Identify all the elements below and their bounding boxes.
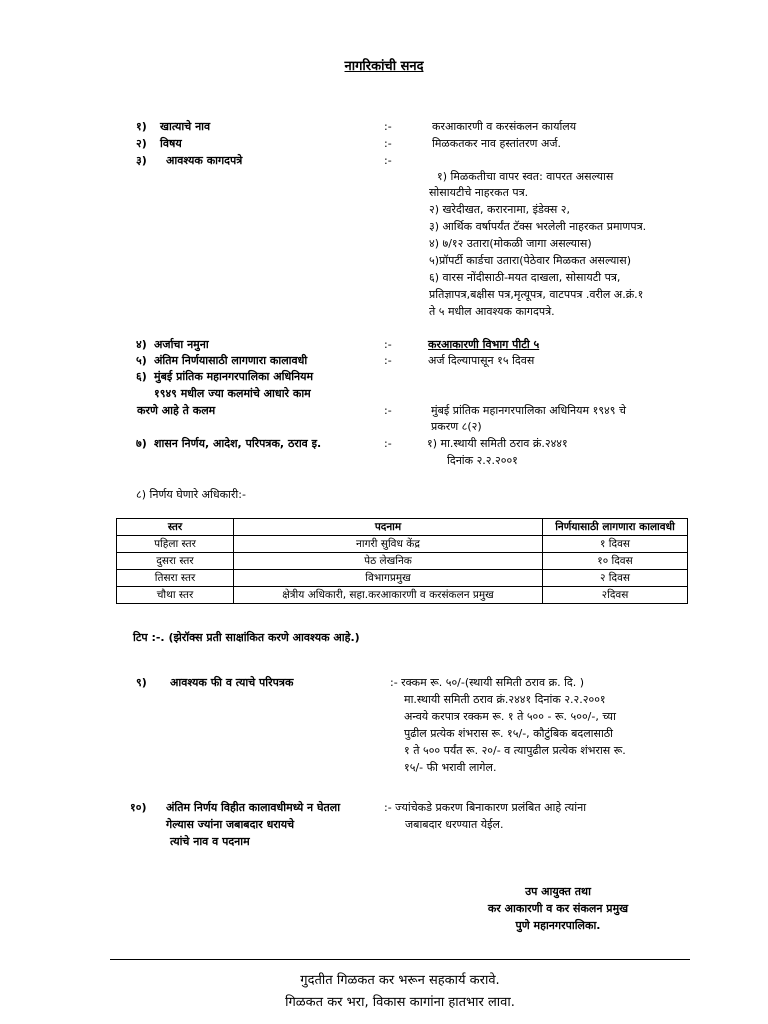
table-header-row [117,519,688,536]
item-number: ४) [136,338,147,351]
table-cell: तिसरा स्तर [117,570,234,587]
separator: :- [384,120,392,133]
item-number: १०) [130,801,147,814]
field-label: आवश्यक फी व त्याचे परिपत्रक [170,676,294,689]
field-label: खात्याचे नाव [160,120,211,133]
note-text: टिप :-. (झेरॉक्स प्रती साक्षांकित करणे आवश्यक आहे.) [133,631,360,644]
fee-line: १५/- फी भरावी लागेल. [404,761,497,774]
field-value: करआकारणी व करसंकलन कार्यालय [432,120,577,133]
fee-line: मा.स्थायी समिती ठराव क्रं.२४४१ दिनांक २.२.२००१ [404,693,606,706]
separator: :- [384,137,392,150]
footer-slogan: गिळकत कर भरा, विकास कागांना हातभार लावा. [285,995,515,1010]
signature-line: कर आकारणी व कर संकलन प्रमुख [487,902,629,915]
doc-list-item: ५)प्रॉपर्टी कार्डचा उतारा(पेठेवार मिळकत असल्यास) [429,254,631,267]
doc-list-item: ते ५ मधील आवश्यक कागदपत्रे. [429,305,555,318]
field-value: दिनांक २.२.२००१ [447,454,518,467]
field-label: करणे आहे ते कलम [137,404,216,417]
separator: :- [384,154,392,167]
field-label: विषय [160,137,182,150]
table-cell: विभागप्रमुख [234,570,543,587]
footer-slogan: गुदतीत गिळकत कर भरून सहकार्य करावे. [300,973,500,988]
table-cell: चौथा स्तर [117,587,234,604]
table-cell: १० दिवस [543,553,688,570]
doc-list-item: प्रतिज्ञापत्र,बक्षीस पत्र,मृत्यूपत्र, वाटपपत्र .वरील अ.क्रं.१ [429,288,644,301]
field-value: प्रकरण ८(२) [431,420,482,433]
separator: :- [384,404,392,417]
item-number: ५) [136,354,147,367]
item-number: ६) [136,370,147,383]
doc-list-item: २) खरेदीखत, करारनामा, इंडेक्स २, [429,203,570,216]
field-value: मुंबई प्रांतिक महानगरपालिका अधिनियम १९४९ चे [431,404,626,417]
column-header: निर्णयासाठी लागणारा कालावधी [543,519,688,536]
column-header: पदनाम [234,519,543,536]
fee-line: :- रक्कम रू. ५०/-(स्थायी समिती ठराव क्र. दि. ) [390,676,585,689]
field-label: गेल्यास ज्यांना जबाबदार धरायचे [166,818,295,831]
separator: :- [384,437,392,450]
item-number: ९) [136,676,147,689]
separator: :- [384,354,392,367]
field-label: अंतिम निर्णय विहीत कालावधीमध्ये न घेतला [166,801,341,814]
table-cell: २ दिवस [543,570,688,587]
field-value: मिळकतकर नाव हस्तांतरण अर्ज. [432,137,562,150]
field-label: अंतिम निर्णयासाठी लागणारा कालावधी [154,354,308,367]
table-cell: दुसरा स्तर [117,553,234,570]
section-label: ८) निर्णय घेणारे अधिकारी:- [136,488,246,501]
table-row [117,570,688,587]
field-label: आवश्यक कागदपत्रे [166,154,243,167]
table-cell: पहिला स्तर [117,536,234,553]
field-value: १) मा.स्थायी समिती ठराव क्रं.२४४१ [427,437,568,450]
fee-line: १ ते ५०० पर्यंत रू. २०/- व त्यापुढील प्रत्येक शंभरास रू. [404,744,626,757]
field-label: शासन निर्णय, आदेश, परिपत्रक, ठराव इ. [154,437,322,450]
table-row [117,536,688,553]
doc-list-item: ४) ७/१२ उतारा(मोकळी जागा असल्यास) [429,237,592,250]
doc-list-item: ३) आर्थिक वर्षापर्यंत टॅक्स भरलेली नाहरकत प्रमाणपत्र. [429,220,647,233]
field-value: अर्ज दिल्यापासून १५ दिवस [428,354,535,367]
table-row [117,553,688,570]
officer-levels-table [116,518,688,604]
table-cell: नागरी सुविध केंद्र [234,536,543,553]
item-number: १) [136,120,147,133]
table-cell: २दिवस [543,587,688,604]
table-cell: पेठ लेखनिक [234,553,543,570]
doc-list-item: १) मिळकतीचा वापर स्वत: वापरत असल्यास [437,170,614,183]
field-value: जबाबदार धरण्यात येईल. [405,818,504,831]
item-number: ३) [136,154,147,167]
table-row [117,587,688,604]
item-number: ७) [136,437,147,450]
signature-line: उप आयुक्त तथा [525,885,591,898]
field-label: मुंबई प्रांतिक महानगरपालिका अधिनियम [154,370,314,383]
fee-line: अन्वये करपात्र रक्कम रू. १ ते ५०० - रू. ५००/-, च्या [404,710,616,723]
field-label: १९४९ मधील ज्या कलमांचे आधारे काम [154,387,311,400]
separator: :- [384,338,392,351]
doc-list-item: ६) वारस नोंदीसाठी-मयत दाखला, सोसायटी पत्र, [429,271,621,284]
table-cell: क्षेत्रीय अधिकारी, सहा.करआकारणी व करसंकलन प्रमुख [234,587,543,604]
field-value: करआकारणी विभाग पीटी ५ [428,338,540,351]
field-label: अर्जाचा नमुना [154,338,209,351]
signature-line: पुणे महानगरपालिका. [515,919,601,932]
footer-divider [110,959,690,960]
page-title: नागरिकांची सनद [344,59,424,74]
column-header: स्तर [117,519,234,536]
table-cell: १ दिवस [543,536,688,553]
item-number: २) [136,137,147,150]
field-label: त्यांचे नाव व पदनाम [170,835,250,848]
fee-line: पुढील प्रत्येक शंभरास रू. १५/-, कौटुंबिक बदलासाठी [404,727,614,740]
field-value: :- ज्यांचेकडे प्रकरण बिनाकारण प्रलंबित आहे त्यांना [384,801,587,814]
doc-list-item: सोसायटीचे नाहरकत पत्र. [429,186,529,199]
